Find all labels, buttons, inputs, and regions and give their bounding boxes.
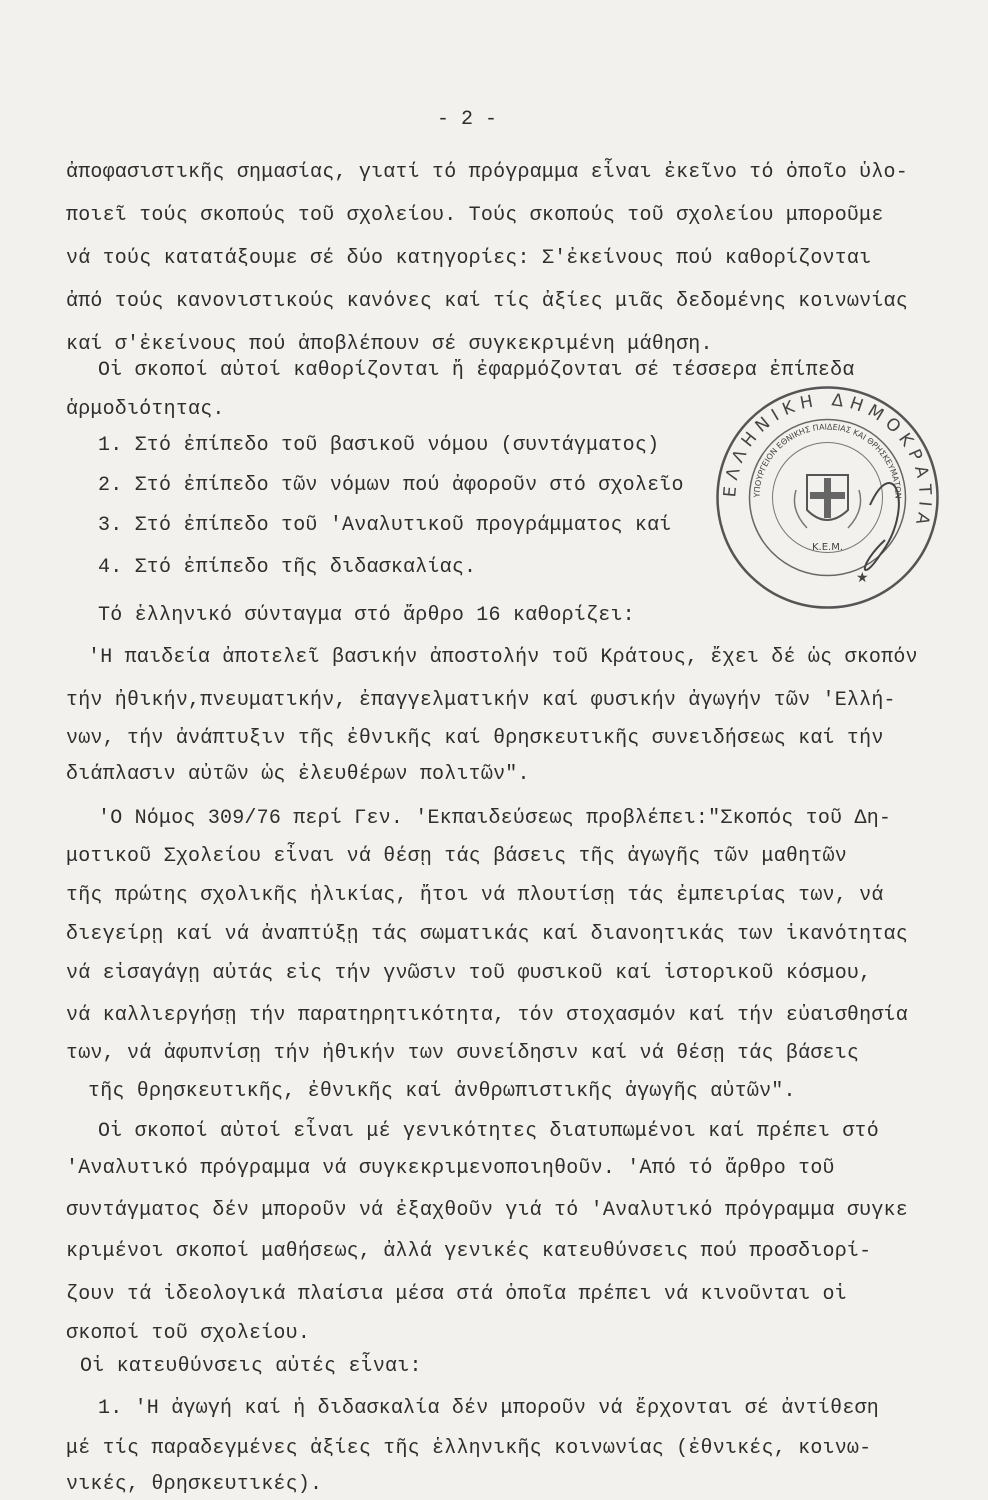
text-line: Τό ἑλληνικό σύνταγμα στό ἄρθρο 16 καθορίζει: — [98, 604, 635, 627]
text-line: ἀπό τούς κανονιστικούς κανόνες καί τίς ἀξίες μιᾶς δεδομένης κοινωνίας — [66, 290, 908, 313]
text-line: ἀποφασιστικῆς σημασίας, γιατί τό πρόγραμμα εἶναι ἐκεῖνο τό ὁποῖο ὑλο- — [66, 161, 908, 184]
text-line: μέ τίς παραδεγμένες ἀξίες τῆς ἑλληνικῆς κοινωνίας (ἐθνικές, κοινω- — [66, 1437, 872, 1460]
text-line: Οἱ σκοποί αὐτοί καθορίζονται ἤ ἐφαρμόζονται σέ τέσσερα ἐπίπεδα — [98, 359, 855, 382]
text-line: σκοποί τοῦ σχολείου. — [66, 1322, 311, 1345]
page-number: - 2 - — [437, 108, 498, 131]
stamp-seal-icon — [710, 380, 945, 615]
text-line: των, νά ἀφυπνίσῃ τήν ἠθικήν των συνείδησιν καί νά θέσῃ τάς βάσεις — [66, 1042, 860, 1065]
text-line: Οἱ κατευθύνσεις αὐτές εἶναι: — [80, 1355, 422, 1378]
text-line: 4. Στό ἐπίπεδο τῆς διδασκαλίας. — [98, 556, 477, 579]
star-icon: ★ — [856, 570, 869, 586]
text-line: 3. Στό ἐπίπεδο τοῦ 'Αναλυτικοῦ προγράμματος καί — [98, 514, 672, 537]
stamp-outer-text: ΕΛΛΗΝΙΚΗ ΔΗΜΟΚΡΑΤΙΑ — [720, 390, 935, 533]
official-stamp — [710, 380, 945, 615]
text-line: νικές, θρησκευτικές). — [66, 1473, 323, 1496]
text-line: ζουν τά ἰδεολογικά πλαίσια μέσα στά ὁποῖα πρέπει νά κινοῦνται οἱ — [66, 1283, 847, 1306]
text-line: μοτικοῦ Σχολείου εἶναι νά θέσῃ τάς βάσεις τῆς ἀγωγῆς τῶν μαθητῶν — [66, 845, 847, 868]
text-line: κριμένοι σκοποί μαθήσεως, ἀλλά γενικές κατευθύνσεις πού προσδιορί- — [66, 1240, 872, 1263]
text-line: νων, τήν ἀνάπτυξιν τῆς ἐθνικῆς καί θρησκευτικῆς συνειδήσεως καί τήν — [66, 727, 884, 750]
text-line: 'Η παιδεία ἀποτελεῖ βασικήν ἀποστολήν τοῦ Κράτους, ἔχει δέ ὡς σκοπόν — [88, 646, 918, 669]
text-line: 2. Στό ἐπίπεδο τῶν νόμων πού ἀφοροῦν στό σχολεῖο — [98, 474, 684, 497]
text-line: 1. Στό ἐπίπεδο τοῦ βασικοῦ νόμου (συντάγματος) — [98, 434, 660, 457]
text-line: 1. 'Η ἀγωγή καί ἡ διδασκαλία δέν μποροῦν νά ἔρχονται σέ ἀντίθεση — [98, 1397, 879, 1420]
text-line: νά καλλιεργήσῃ τήν παρατηρητικότητα, τόν στοχασμόν καί τήν εὐαισθησία — [66, 1004, 908, 1027]
text-line: ποιεῖ τούς σκοπούς τοῦ σχολείου. Τούς σκοπούς τοῦ σχολείου μποροῦμε — [66, 204, 884, 227]
coat-of-arms-icon — [794, 475, 860, 528]
text-line: τῆς θρησκευτικῆς, ἐθνικῆς καί ἀνθρωπιστικῆς ἀγωγῆς αὐτῶν". — [88, 1080, 796, 1103]
stamp-inner-text: ΥΠΟΥΡΓΕΙΟΝ ΕΘΝΙΚΗΣ ΠΑΙΔΕΙΑΣ ΚΑΙ ΘΡΗΣΚΕΥΜΑΤΩΝ — [752, 422, 903, 499]
text-line: νά εἰσαγάγῃ αὐτάς εἰς τήν γνῶσιν τοῦ φυσικοῦ καί ἱστορικοῦ κόσμου, — [66, 962, 872, 985]
text-line: 'Αναλυτικό πρόγραμμα νά συγκεκριμενοποιηθοῦν. 'Από τό ἄρθρο τοῦ — [66, 1157, 835, 1180]
text-line: ἁρμοδιότητας. — [66, 398, 225, 421]
text-line: καί σ'ἐκείνους πού ἀποβλέπουν σέ συγκεκριμένη μάθηση. — [66, 333, 713, 356]
stamp-bottom-text: Κ.Ε.Μ. — [811, 542, 844, 553]
text-line: διάπλασιν αὐτῶν ὡς ἐλευθέρων πολιτῶν". — [66, 763, 530, 786]
text-line: τῆς πρώτης σχολικῆς ἡλικίας, ἤτοι νά πλουτίσῃ τάς ἐμπειρίας των, νά — [66, 884, 884, 907]
text-line: τήν ἠθικήν,πνευματικήν, ἐπαγγελματικήν καί φυσικήν ἀγωγήν τῶν 'Ελλή- — [66, 689, 896, 712]
text-line: διεγείρῃ καί νά ἀναπτύξῃ τάς σωματικάς καί διανοητικάς των ἱκανότητας — [66, 923, 908, 946]
text-line: νά τούς κατατάξουμε σέ δύο κατηγορίες: Σ'ἐκείνους πού καθορίζονται — [66, 247, 872, 270]
text-line: συντάγματος δέν μποροῦν νά ἐξαχθοῦν γιά τό 'Αναλυτικό πρόγραμμα συγκε — [66, 1199, 908, 1222]
text-line: 'Ο Νόμος 309/76 περί Γεν. 'Εκπαιδεύσεως προβλέπει:"Σκοπός τοῦ Δη- — [98, 807, 892, 830]
text-line: Οἱ σκοποί αὐτοί εἶναι μέ γενικότητες διατυπωμένοι καί πρέπει στό — [98, 1120, 879, 1143]
